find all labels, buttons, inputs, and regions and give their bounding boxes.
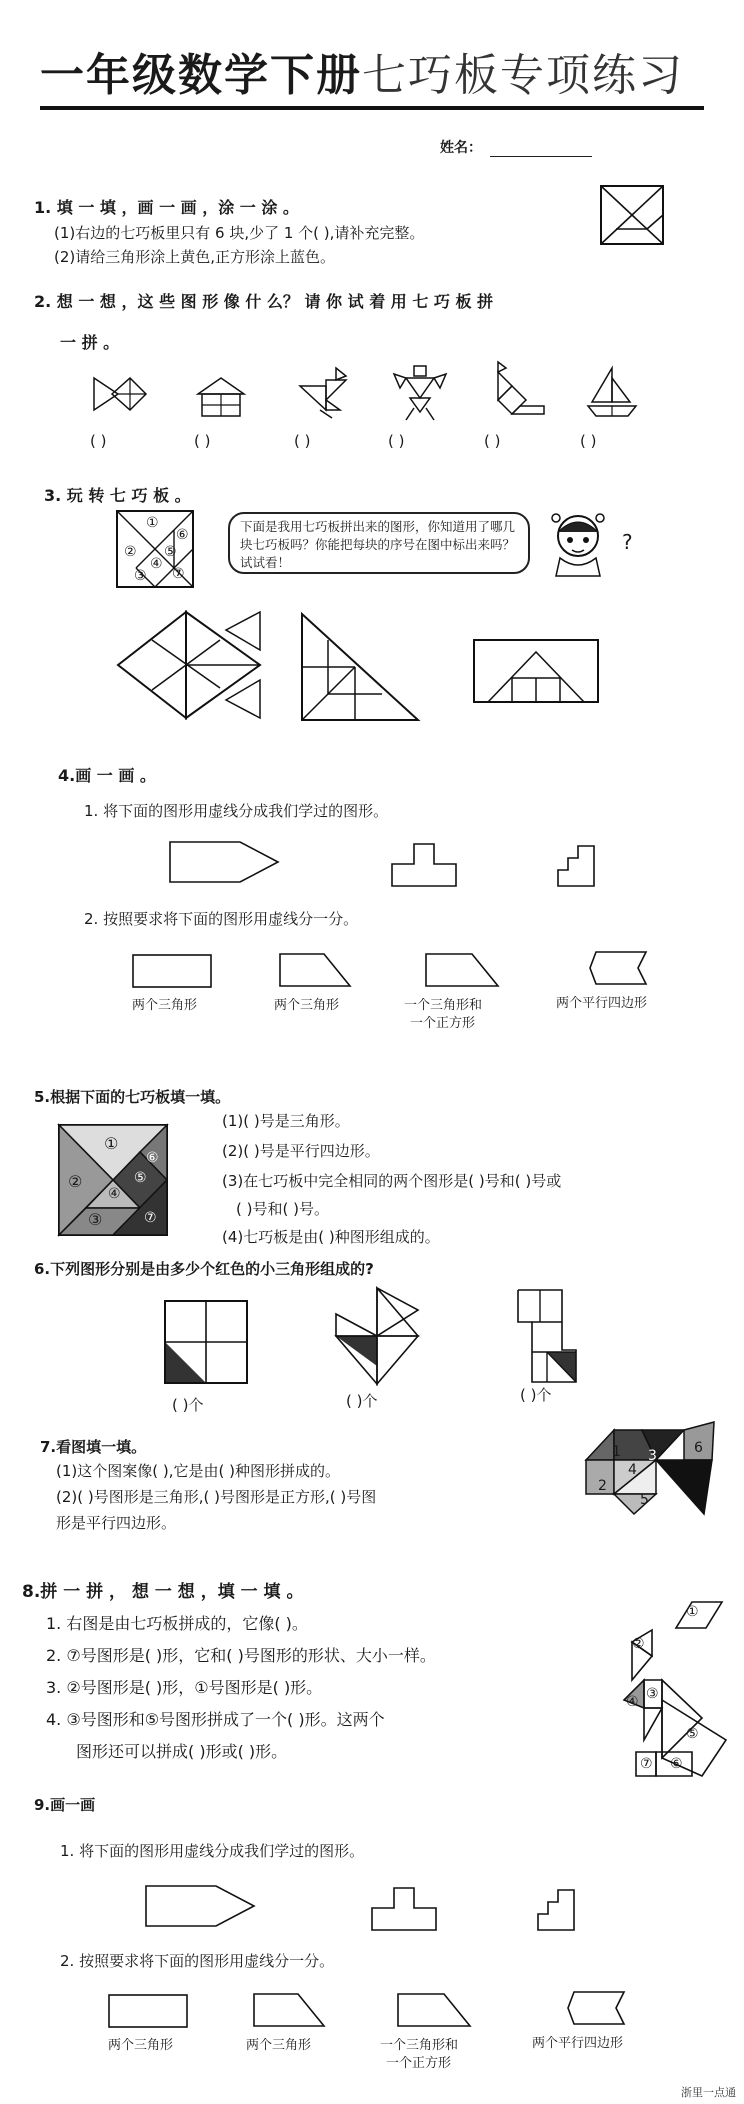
q2-heading2: 一 拼 。 bbox=[60, 333, 120, 352]
q2-blank-3[interactable]: ( ) bbox=[294, 432, 311, 450]
q9-trapezoid-wide bbox=[396, 1992, 472, 2028]
name-field-line[interactable] bbox=[490, 156, 592, 157]
q4-sub2: 2. 按照要求将下面的图形用虚线分一分。 bbox=[84, 910, 359, 928]
q3-num-4: ④ bbox=[150, 556, 163, 572]
q9-sub1: 1. 将下面的图形用虚线分成我们学过的图形。 bbox=[60, 1842, 365, 1860]
q9-trapezoid-right bbox=[252, 1992, 326, 2028]
page-title bbox=[40, 50, 684, 103]
q8-line-2: 2. ⑦号图形是( )形，它和( )号图形的形状、大小一样。 bbox=[46, 1646, 436, 1665]
q3-num-3: ③ bbox=[134, 568, 147, 584]
q9-label-3a: 一个三角形和 bbox=[380, 2038, 459, 2053]
q3-num-7: ⑦ bbox=[172, 566, 185, 582]
q8-line-3: 3. ②号图形是( )形，①号图形是( )形。 bbox=[46, 1678, 323, 1697]
q4-label-2: 两个三角形 bbox=[274, 998, 340, 1013]
q5-line-1: (1)( )号是三角形。 bbox=[222, 1112, 350, 1130]
q3-speech-bubble: 下面是我用七巧板拼出来的图形，你知道用了哪几块七巧板吗？你能把每块的序号在图中标出来吗？试试看！ bbox=[228, 512, 530, 574]
q3-num-6: ⑥ bbox=[176, 527, 189, 543]
q4-heading: 4.画 一 画 。 bbox=[58, 766, 156, 785]
q5-line-3: (3)在七巧板中完全相同的两个图形是( )号和( )号或 bbox=[222, 1172, 562, 1190]
q7-num-3: 3 bbox=[648, 1448, 657, 1464]
q4-label-3b: 一个正方形 bbox=[410, 1016, 476, 1031]
q5-num-7: ⑦ bbox=[144, 1210, 157, 1226]
q4-t-shape bbox=[390, 842, 458, 888]
title-bold: 一年级数学下册 bbox=[40, 50, 362, 101]
q3-triangle-shape bbox=[300, 612, 420, 722]
q7-line-3: 形是平行四边形。 bbox=[56, 1514, 177, 1532]
q6-blank-1[interactable]: ( )个 bbox=[172, 1396, 204, 1414]
q1-line2: (2)请给三角形涂上黄色,正方形涂上蓝色。 bbox=[54, 248, 336, 266]
q5-line-4: ( )号和( )号。 bbox=[236, 1200, 329, 1218]
q1-heading: 1. 填 一 填 ，画 一 画 ，涂 一 涂 。 bbox=[34, 198, 299, 217]
q4-label-1: 两个三角形 bbox=[132, 998, 198, 1013]
q9-label-4: 两个平行四边形 bbox=[532, 2036, 624, 2051]
q3-girl-illustration bbox=[548, 512, 618, 578]
q5-heading: 5.根据下面的七巧板填一填。 bbox=[34, 1088, 231, 1106]
q6-blank-3[interactable]: ( )个 bbox=[520, 1386, 552, 1404]
q4-stairs-shape bbox=[556, 844, 596, 888]
q7-num-5: 5 bbox=[640, 1492, 649, 1508]
q4-rectangle bbox=[132, 954, 212, 988]
q4-pentagon-arrow bbox=[168, 840, 280, 884]
q4-sub1: 1. 将下面的图形用虚线分成我们学过的图形。 bbox=[84, 802, 389, 820]
q7-num-4: 4 bbox=[628, 1462, 637, 1478]
q9-heading: 9.画一画 bbox=[34, 1796, 96, 1814]
q8-num-2: ② bbox=[632, 1636, 645, 1652]
name-label: 姓名： bbox=[440, 140, 482, 156]
q6-blank-2[interactable]: ( )个 bbox=[346, 1392, 378, 1410]
q4-label-3a: 一个三角形和 bbox=[404, 998, 483, 1013]
q2-blank-5[interactable]: ( ) bbox=[484, 432, 501, 450]
q9-t-shape bbox=[370, 1886, 438, 1932]
q8-line-4: 4. ③号图形和⑤号图形拼成了一个( )形。这两个 bbox=[46, 1710, 385, 1729]
q2-bird-figure bbox=[296, 366, 352, 420]
q8-swan-figure bbox=[622, 1600, 728, 1778]
q9-label-3b: 一个正方形 bbox=[386, 2056, 452, 2071]
title-underline bbox=[40, 106, 704, 110]
q8-num-3: ③ bbox=[646, 1686, 659, 1702]
q5-num-4: ④ bbox=[108, 1186, 121, 1202]
q5-num-1: ① bbox=[104, 1134, 119, 1153]
q2-person-figure bbox=[392, 364, 448, 422]
q5-num-6: ⑥ bbox=[146, 1150, 159, 1166]
q9-label-1: 两个三角形 bbox=[108, 2038, 174, 2053]
q5-line-2: (2)( )号是平行四边形。 bbox=[222, 1142, 380, 1160]
q2-blank-1[interactable]: ( ) bbox=[90, 432, 107, 450]
q8-num-1: ① bbox=[686, 1604, 699, 1620]
q3-num-1: ① bbox=[146, 515, 159, 531]
q2-blank-6[interactable]: ( ) bbox=[580, 432, 597, 450]
q3-num-5: ⑤ bbox=[164, 544, 177, 560]
q7-num-6: 6 bbox=[694, 1440, 703, 1456]
q2-fish-figure bbox=[92, 372, 148, 416]
q6-s-shape bbox=[516, 1288, 578, 1384]
q4-trapezoid-right bbox=[278, 952, 352, 988]
q8-num-6: ⑥ bbox=[670, 1756, 683, 1772]
q8-num-4: ④ bbox=[626, 1694, 639, 1710]
q2-blank-2[interactable]: ( ) bbox=[194, 432, 211, 450]
q2-boat-figure bbox=[584, 366, 640, 418]
title-light: 七巧板专项练习 bbox=[362, 50, 684, 101]
q7-num-2: 2 bbox=[598, 1478, 607, 1494]
q6-pinwheel bbox=[334, 1286, 420, 1386]
q2-sitting-figure bbox=[490, 360, 548, 422]
q6-square-grid bbox=[164, 1300, 248, 1384]
q7-num-1: 1 bbox=[612, 1444, 621, 1460]
q5-num-3: ③ bbox=[88, 1210, 103, 1229]
q1-line1: (1)右边的七巧板里只有 6 块,少了 1 个( ),请补充完整。 bbox=[54, 224, 425, 242]
q3-rectangle-shape bbox=[472, 638, 600, 704]
q8-num-5: ⑤ bbox=[686, 1726, 699, 1742]
q3-fish-shape bbox=[116, 610, 262, 720]
q4-label-4: 两个平行四边形 bbox=[556, 996, 648, 1011]
q9-pentagon-arrow bbox=[144, 1884, 256, 1928]
q8-num-7: ⑦ bbox=[640, 1756, 653, 1772]
q7-heading: 7.看图填一填。 bbox=[40, 1438, 147, 1456]
q9-label-2: 两个三角形 bbox=[246, 2038, 312, 2053]
q5-line-5: (4)七巧板是由( )种图形组成的。 bbox=[222, 1228, 440, 1246]
q3-question-mark: ? bbox=[622, 530, 633, 554]
q2-heading: 2. 想 一 想 ，这 些 图 形 像 什 么？ 请 你 试 着 用 七 巧 板 拼 bbox=[34, 292, 494, 311]
q8-line-1: 1. 右图是由七巧板拼成的，它像( )。 bbox=[46, 1614, 308, 1633]
q7-line-2: (2)( )号图形是三角形,( )号图形是正方形,( )号图 bbox=[56, 1488, 377, 1506]
q7-fish-pattern bbox=[584, 1420, 716, 1516]
q4-hexagon bbox=[588, 950, 648, 986]
q6-heading: 6.下列图形分别是由多少个红色的小三角形组成的? bbox=[34, 1260, 374, 1278]
q9-hexagon bbox=[566, 1990, 626, 2026]
q5-num-5: ⑤ bbox=[134, 1170, 147, 1186]
q3-num-2: ② bbox=[124, 544, 137, 560]
q9-rectangle bbox=[108, 1994, 188, 2028]
q8-line-5: 图形还可以拼成( )形或( )形。 bbox=[76, 1742, 288, 1761]
q9-stairs-shape bbox=[536, 1888, 576, 1932]
q9-sub2: 2. 按照要求将下面的图形用虚线分一分。 bbox=[60, 1952, 335, 1970]
q8-heading: 8.拼 一 拼 ， 想 一 想 ，填 一 填 。 bbox=[22, 1582, 304, 1602]
q7-line-1: (1)这个图案像( ),它是由( )种图形拼成的。 bbox=[56, 1462, 340, 1480]
q3-heading: 3. 玩 转 七 巧 板 。 bbox=[44, 486, 191, 505]
q2-blank-4[interactable]: ( ) bbox=[388, 432, 405, 450]
q1-tangram-figure bbox=[600, 185, 664, 245]
footer-watermark: 浙里一点通 bbox=[681, 2086, 736, 2099]
q4-trapezoid-wide bbox=[424, 952, 500, 988]
q2-house-figure bbox=[194, 376, 248, 418]
q5-num-2: ② bbox=[68, 1172, 83, 1191]
